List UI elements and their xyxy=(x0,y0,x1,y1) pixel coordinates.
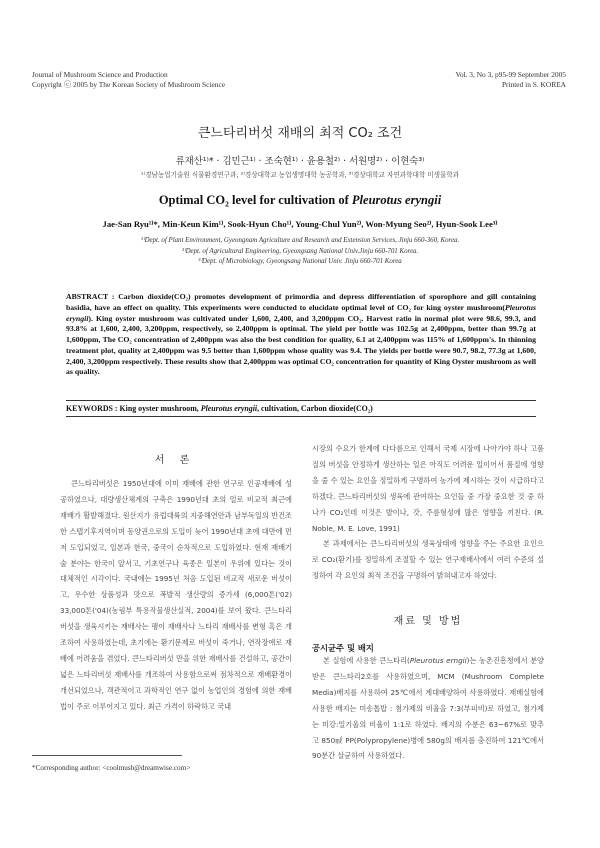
abstract-text-continued: ). King oyster mushroom was cultivated under 1,600, 2,400, and 3,200ppm CO₂. Harvest ratio in normal plot were 98.6, 99.3, and 93.8% at 1,600, 2,400, 3,200ppm, respectively, so 2,400ppm is optimal. The yield per bottle was 102.5g at 2,400ppm, better than 99.7g at 1,600ppm, The CO₂ concentration of 2,400ppm was also the best condition for quality, 6.1 at 2,400ppm was 115% of 1,600ppm's. In thinning treatment plot, quality at 2,400ppm was 9.5 better than 1,600ppm whose quality was 9.4. The yields per bottle were 90.7, 98.2, 77.3g at 1,600, 2,400, 3,200ppm respectively. These results show that 2,400ppm was optimal CO₂ concentration for quantity of King Oyster mushroom as well as quality. xyxy=(66,313,536,377)
journal-header-left xyxy=(32,70,225,90)
english-title-species: Pleurotus eryngii xyxy=(351,193,442,207)
affiliation-1: ¹⁾Dept. of Plant Environment, Gyeongnam Agriculture and Research and Extension Services, Jinju 660-360, Korea. xyxy=(140,237,460,244)
keywords-text: King oyster mushroom, xyxy=(119,404,201,413)
keywords xyxy=(66,404,536,413)
abstract xyxy=(66,292,536,378)
korean-affiliations: ¹⁾경남농업기술원 식물환경연구과, ²⁾경상대학교 농업생명대학 농공학과, ³⁾경상대학교 자연과학대학 미생물학과 xyxy=(140,171,460,179)
affiliation-3: ³⁾Dept. of Microbiology, Gyeongsang National Univ. Jinju 660-701 Korea xyxy=(198,258,402,266)
left-column-body xyxy=(60,476,292,715)
korean-authors: 류재산¹⁾* · 김민근¹⁾ · 조숙현¹⁾ · 윤용철²⁾ · 서원명²⁾ · 이현숙³⁾ xyxy=(175,156,425,167)
copyright: Copyright ⓒ 2005 by The Korean Society of Mushroom Science xyxy=(32,80,226,89)
abstract-species: Pleurotus eryngii xyxy=(66,302,536,323)
korean-title: 큰느타리버섯 재배의 최적 CO₂ 조건 xyxy=(197,126,403,141)
english-authors: Jae-San Ryu¹⁾*, Min-Keun Kim¹⁾, Sook-Hyun Cho¹⁾, Young-Chul Yun²⁾, Won-Myung Seo²⁾, Hyun-Sook Lee³⁾ xyxy=(102,219,498,229)
methods-heading: 재료 및 방법 xyxy=(393,616,463,627)
abstract-text: Carbon dioxide(CO₂) promotes development of primordia and depress differentiation of sporophore and gill containing basidia, have an effect on quality. This experiments were conducted to elucidate optimal level of CO₂ for king oyster mushroom( xyxy=(66,292,536,312)
intro-paragraph-objective: 본 과제에서는 큰느타리버섯의 생육상태에 영향을 주는 주요한 요인으로 CO₂(환기)를 정밀하게 조절할 수 있는 연구재배사에서 여러 수준의 설정하여 각 요인의 최적 조건을 구명하여 밝혀내고자 하였다. xyxy=(312,539,544,581)
corresponding-author-footnote: *Corresponding author: <coolmush@dreamwise.com> xyxy=(32,764,191,772)
journal-name: Journal of Mushroom Science and Production xyxy=(32,70,168,79)
footnote-rule xyxy=(32,755,182,756)
keywords-text-continued: , cultivation, Carbon dioxide(CO₂) xyxy=(257,404,373,413)
english-title-main: Optimal CO₂ level for cultivation of xyxy=(158,193,352,207)
methods-text: 본 실험에 사용한 큰느타리( xyxy=(323,656,410,665)
journal-header-right xyxy=(455,70,566,90)
right-column-body xyxy=(312,441,544,584)
english-affiliations xyxy=(0,236,600,268)
abstract-label: ABSTRACT : xyxy=(66,292,115,301)
intro-paragraph-continued: 시장의 수요가 한계에 다다름으로 인해서 국제 시장에 나아가야 하나 고품질의 버섯을 안정하게 생산하는 일은 아직도 어려운 일이어서 품질에 영향을 줄 수 있는 요인을 정밀하게 구명하여 농가에 제시하는 것이 시급하다고 하겠다. 큰느타리버섯의 생육에 관여하는 요인들 중 가장 중요한 것 중 하나가 CO₂인데 이것은 발이나, 갓, 주름형성에 많은 영향을 끼친다. (R. Noble, M. E. Love, 1991) xyxy=(312,444,544,533)
keywords-label: KEYWORDS : xyxy=(66,404,118,413)
printed-in: Printed in S. KOREA xyxy=(501,80,566,89)
methods-body xyxy=(312,653,544,764)
affiliation-2: ²⁾Dept. of Agricultural Engineering, Gyeongsang National Univ.Jinju 660-701 Korea. xyxy=(181,247,419,255)
keywords-top-rule xyxy=(66,400,536,401)
keywords-species: Pleurotus eryngii xyxy=(200,404,258,413)
methods-text-continued: )는 농촌진흥청에서 분양받은 큰느타리2호를 사용하였으며, MCM (Mushroom Complete Media)배지를 사용하여 25℃에서 계대배양하여 사용하였다. 재배실험에 사용한 배지는 미송톱밥 : 첨가제의 비율을 7:3(부피비)로 하였고, 첨가제는 미강:밀기울의 비율이 1:1로 하였다. 배지의 수분은 63~67%로 맞추고 850㎖ PP(Polypropylene)병에 580g의 배지를 충진하여 121℃에서 90분간 살균하여 사용하였다. xyxy=(312,656,544,761)
volume-info: Vol. 3, No 3, p95-99 September 2005 xyxy=(455,70,566,79)
english-title xyxy=(0,193,600,208)
intro-paragraph: 큰느타리버섯은 1950년대에 이미 재배에 관한 연구로 인공재배에 성공하였으나, 대량생산체계의 구축은 1990년대 초의 일로 비교적 최근에 재배가 활발해졌다. 원산지가 유럽대륙의 지중해연안과 남부독일의 반건조한 스텝기후지역이며 동양권으로의 도입이 늦어 1990년대 초에 대만에 먼저 도입되었고, 일본과 한국, 중국이 순차적으로 도입하였다. 현재 재배기술 분야는 한국이 앞서고, 기초연구나 육종은 일본이 우위에 있다는 것이 대체적인 시각이다. 국내에는 1995년 처음 도입된 비교적 새로운 버섯이고, 우수한 상품성과 맛으로 폭발적 생산량의 증가세 (6,000톤('02) 33,000톤('04)(농림부 특용작물생산실적, 2004)를 보여 왔다. 큰느타리버섯을 생육시키는 재배사는 팽이 재배사나 느타리 재배사를 변형 혹은 개조하여 사용하였는데, 초기에는 환기문제로 버섯이 죽거나, 연작장애로 재배에 어려움을 겪었다. 큰느타리버섯 만을 위한 재배사를 건설하고, 공간이 넓은 느타리버섯 재배사를 개조하여 사용함으로써 점차적으로 재배환경이 개선되었으나, 객관적이고 과학적인 연구 없이 농업인의 경험에 의한 재배법이 주로 이루어지고 있다. 최근 가격이 하락하고 국내 xyxy=(60,479,292,711)
methods-subheading: 공시균주 및 배지 xyxy=(312,643,374,653)
introduction-heading: 서 론 xyxy=(154,455,196,466)
methods-paragraph xyxy=(312,653,544,764)
keywords-bottom-rule xyxy=(66,416,536,417)
methods-species: Pleurotus erngii xyxy=(409,656,467,665)
